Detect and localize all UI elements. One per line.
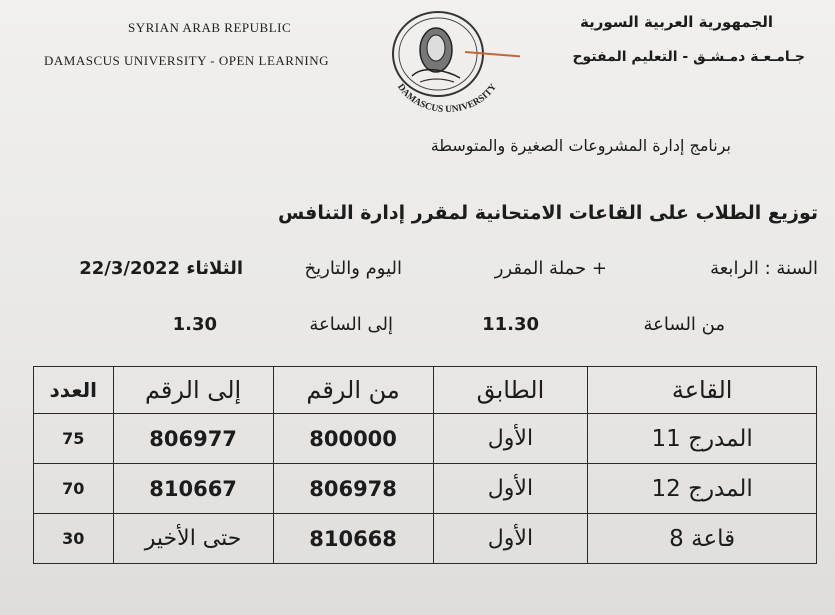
info-from-time-value: 11.30 bbox=[482, 314, 539, 335]
cell-from-number: 806978 bbox=[273, 464, 433, 514]
header-to-number: إلى الرقم bbox=[113, 367, 273, 414]
info-from-time-label: من الساعة bbox=[643, 314, 725, 335]
cell-hall: المدرج 12 bbox=[588, 464, 817, 514]
cell-floor: الأول bbox=[433, 514, 588, 564]
table-row bbox=[34, 514, 817, 564]
info-day-date-label: اليوم والتاريخ bbox=[304, 258, 402, 279]
info-day-date-value: الثلاثاء 22/3/2022 bbox=[79, 258, 243, 279]
info-carriers: + حملة المقرر bbox=[494, 258, 607, 279]
cell-hall: قاعة 8 bbox=[588, 514, 817, 564]
table-row bbox=[34, 464, 817, 514]
university-seal-logo bbox=[370, 6, 520, 118]
header-count: العدد bbox=[34, 367, 114, 414]
cell-count: 70 bbox=[34, 464, 114, 514]
header-from-number: من الرقم bbox=[273, 367, 433, 414]
header-hall: القاعة bbox=[588, 367, 817, 414]
cell-from-number: 810668 bbox=[273, 514, 433, 564]
header-floor: الطابق bbox=[433, 367, 588, 414]
exam-hall-distribution-table bbox=[33, 366, 817, 564]
cell-floor: الأول bbox=[433, 414, 588, 464]
cell-to-number: 806977 bbox=[113, 414, 273, 464]
header-ar-university: جـامـعـة دمـشـق - التعليم المفتوح bbox=[572, 49, 805, 65]
cell-from-number: 800000 bbox=[273, 414, 433, 464]
program-name: برنامج إدارة المشروعات الصغيرة والمتوسطة bbox=[430, 136, 731, 155]
cell-floor: الأول bbox=[433, 464, 588, 514]
cell-to-number: 810667 bbox=[113, 464, 273, 514]
header-en-country: SYRIAN ARAB REPUBLIC bbox=[128, 20, 292, 35]
cell-to-number: حتى الأخير bbox=[113, 514, 273, 564]
cell-count: 75 bbox=[34, 414, 114, 464]
logo-arc-text: DAMASCUS UNIVERSITY bbox=[395, 82, 499, 116]
table-header-row bbox=[34, 367, 817, 414]
table-row bbox=[34, 414, 817, 464]
header-ar-country: الجمهورية العربية السورية bbox=[580, 13, 773, 31]
info-to-time-value: 1.30 bbox=[172, 314, 217, 335]
document-title: توزيع الطلاب على القاعات الامتحانية لمقرر إدارة التنافس bbox=[278, 202, 818, 224]
header-en-university: DAMASCUS UNIVERSITY - OPEN LEARNING bbox=[44, 53, 329, 68]
info-to-time-label: إلى الساعة bbox=[309, 314, 393, 335]
cell-count: 30 bbox=[34, 514, 114, 564]
cell-hall: المدرج 11 bbox=[588, 414, 817, 464]
info-year: السنة : الرابعة bbox=[710, 258, 818, 279]
